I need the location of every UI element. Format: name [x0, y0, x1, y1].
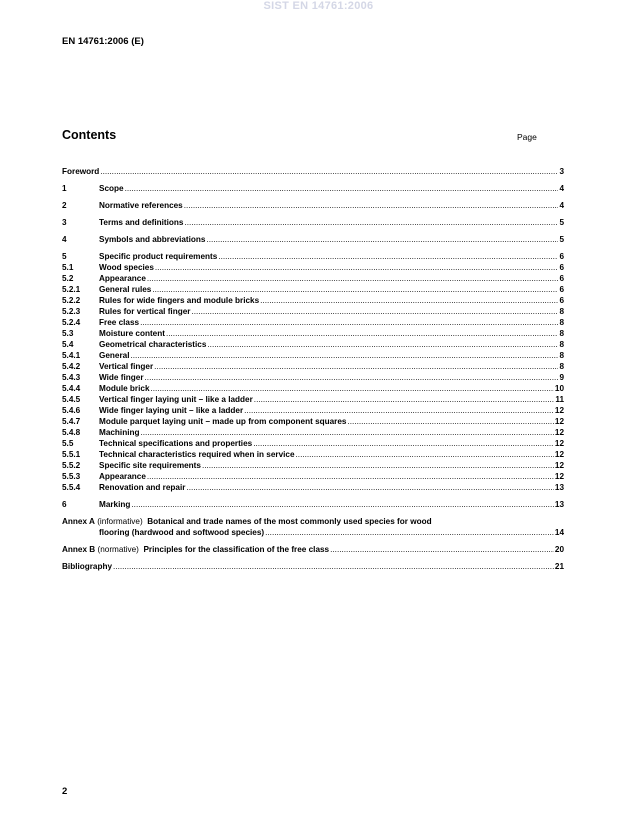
toc-entry[interactable] — [62, 339, 564, 350]
toc-entry-page: 8 — [559, 329, 564, 338]
toc-entry-page: 12 — [554, 450, 564, 459]
toc-annex-a[interactable] — [62, 516, 564, 538]
toc-entry-page: 12 — [554, 406, 564, 415]
toc-entry[interactable] — [62, 251, 564, 262]
contents-title: Contents — [62, 128, 117, 142]
dot-leader — [140, 317, 558, 328]
toc-entry-number: 6 — [62, 500, 67, 509]
toc-entry-number: 5.4.7 — [62, 417, 81, 426]
toc-entry-page: 5 — [559, 235, 564, 244]
toc-entry-page: 12 — [554, 417, 564, 426]
toc-entry-title: Module brick — [99, 384, 150, 393]
toc-entry-list — [62, 166, 564, 510]
annex-b-page: 20 — [554, 545, 564, 554]
dot-leader — [347, 416, 553, 427]
toc-entry-title: Module parquet laying unit – made up from component squares — [99, 417, 347, 426]
toc-entry-title: General rules — [99, 285, 152, 294]
dot-leader — [145, 372, 559, 383]
toc-entry-title: Normative references — [99, 201, 183, 210]
annex-b-qualifier: (normative) — [97, 545, 139, 554]
toc-entry-page: 3 — [559, 167, 564, 176]
toc-entry-title: Machining — [99, 428, 140, 437]
toc-entry-title: Vertical finger — [99, 362, 154, 371]
toc-entry[interactable] — [62, 471, 564, 482]
toc-entry-page: 12 — [554, 461, 564, 470]
toc-entry-title: Rules for vertical finger — [99, 307, 191, 316]
toc-entry[interactable] — [62, 438, 564, 449]
toc-entry-page: 8 — [559, 340, 564, 349]
watermark: SIST EN 14761:2006 — [263, 0, 374, 12]
bibliography-page: 21 — [554, 562, 564, 571]
toc-entry-title: Marking — [99, 500, 131, 509]
dot-leader — [147, 273, 559, 284]
toc-entry[interactable] — [62, 499, 564, 510]
dot-leader — [131, 350, 559, 361]
toc-entry-title: Technical specifications and properties — [99, 439, 253, 448]
toc-entry-number: 5.5.4 — [62, 483, 81, 492]
toc-entry-title: Foreword — [62, 167, 100, 176]
toc-bibliography[interactable] — [62, 561, 564, 572]
toc-entry-title: Wide finger laying unit – like a ladder — [99, 406, 244, 415]
toc-entry-number: 5.4.6 — [62, 406, 81, 415]
toc-entry[interactable] — [62, 383, 564, 394]
toc-entry-number: 5.2 — [62, 274, 74, 283]
toc-entry-number: 5.2.2 — [62, 296, 81, 305]
toc-entry[interactable] — [62, 394, 564, 405]
toc-entry-title: Renovation and repair — [99, 483, 186, 492]
toc-entry-page: 13 — [554, 500, 564, 509]
toc-entry-title: Appearance — [99, 472, 146, 481]
toc-annex-b[interactable] — [62, 544, 564, 555]
toc-entry-title: Specific product requirements — [99, 252, 218, 261]
dot-leader — [206, 234, 558, 245]
toc-entry-title: Technical characteristics required when in service — [99, 450, 295, 459]
dot-leader — [184, 200, 559, 211]
toc-entry[interactable] — [62, 166, 564, 177]
toc-entry-number: 5.2.3 — [62, 307, 81, 316]
toc-entry-page: 6 — [559, 285, 564, 294]
toc-entry-title: Terms and definitions — [99, 218, 184, 227]
toc-entry-page: 8 — [559, 307, 564, 316]
dot-leader — [184, 217, 558, 228]
toc-entry-page: 5 — [559, 218, 564, 227]
toc-entry-page: 11 — [555, 395, 564, 404]
table-of-contents — [62, 166, 564, 572]
toc-entry[interactable] — [62, 350, 564, 361]
dot-leader — [207, 339, 558, 350]
toc-entry[interactable] — [62, 460, 564, 471]
toc-entry-title: Specific site requirements — [99, 461, 201, 470]
toc-entry[interactable] — [62, 361, 564, 372]
toc-entry-number: 5.5 — [62, 439, 74, 448]
dot-leader — [260, 295, 558, 306]
toc-entry-title: Wide finger — [99, 373, 144, 382]
dot-leader — [131, 499, 553, 510]
toc-entry-page: 6 — [559, 263, 564, 272]
annex-a-title-line2: flooring (hardwood and softwood species) — [99, 528, 265, 537]
toc-entry-title: Scope — [99, 184, 124, 193]
toc-entry-title: Appearance — [99, 274, 146, 283]
dot-leader — [154, 361, 558, 372]
toc-entry-page: 4 — [559, 184, 564, 193]
toc-entry[interactable] — [62, 217, 564, 228]
toc-entry-page: 12 — [554, 472, 564, 481]
dot-leader — [140, 427, 553, 438]
toc-entry-page: 8 — [559, 362, 564, 371]
toc-entry-title: Wood species — [99, 263, 154, 272]
annex-a-qualifier: (informative) — [97, 517, 143, 526]
toc-entry-number: 5.4.2 — [62, 362, 81, 371]
toc-entry-number: 5.4.8 — [62, 428, 81, 437]
dot-leader — [100, 166, 558, 177]
toc-entry-number: 5.4.4 — [62, 384, 81, 393]
dot-leader — [125, 183, 559, 194]
toc-entry-page: 8 — [559, 351, 564, 360]
dot-leader — [202, 460, 554, 471]
toc-entry-number: 2 — [62, 201, 67, 210]
toc-entry-number: 5.2.4 — [62, 318, 81, 327]
toc-entry-number: 5.4.5 — [62, 395, 81, 404]
bibliography-title: Bibliography — [62, 562, 113, 571]
toc-entry[interactable] — [62, 234, 564, 245]
toc-entry[interactable] — [62, 183, 564, 194]
toc-entry-number: 5.4 — [62, 340, 74, 349]
dot-leader — [166, 328, 558, 339]
toc-entry-page: 13 — [554, 483, 564, 492]
toc-entry-page: 9 — [559, 373, 564, 382]
toc-entry-page: 8 — [559, 318, 564, 327]
dot-leader — [254, 394, 555, 405]
annex-a-label: Annex A — [62, 517, 95, 526]
toc-entry-title: Geometrical characteristics — [99, 340, 207, 349]
dot-leader — [253, 438, 554, 449]
document-id: EN 14761:2006 (E) — [62, 36, 144, 47]
toc-entry-number: 5.4.3 — [62, 373, 81, 382]
toc-entry-title: Rules for wide fingers and module bricks — [99, 296, 260, 305]
toc-entry[interactable] — [62, 295, 564, 306]
toc-entry-page: 6 — [559, 296, 564, 305]
toc-entry-page: 10 — [554, 384, 564, 393]
dot-leader — [191, 306, 558, 317]
dot-leader — [218, 251, 558, 262]
toc-entry-number: 5.5.1 — [62, 450, 81, 459]
dot-leader — [152, 284, 558, 295]
annex-b-title: Principles for the classification of the free class — [143, 545, 330, 554]
toc-entry-title: Vertical finger laying unit – like a ladder — [99, 395, 253, 404]
dot-leader — [155, 262, 559, 273]
toc-entry[interactable] — [62, 262, 564, 273]
toc-entry-number: 5.5.2 — [62, 461, 81, 470]
page-column-label: Page — [517, 132, 537, 142]
dot-leader — [147, 471, 554, 482]
toc-entry-title: Moisture content — [99, 329, 165, 338]
toc-entry-number: 5.5.3 — [62, 472, 81, 481]
toc-entry-page: 6 — [559, 252, 564, 261]
dot-leader — [151, 383, 554, 394]
toc-entry[interactable] — [62, 427, 564, 438]
toc-entry[interactable] — [62, 306, 564, 317]
toc-entry-number: 4 — [62, 235, 67, 244]
toc-entry[interactable] — [62, 482, 564, 493]
toc-entry[interactable] — [62, 284, 564, 295]
toc-entry-title: Symbols and abbreviations — [99, 235, 206, 244]
toc-entry[interactable] — [62, 405, 564, 416]
page-number: 2 — [62, 786, 68, 797]
toc-entry[interactable] — [62, 372, 564, 383]
toc-entry-page: 12 — [554, 428, 564, 437]
toc-entry-page: 6 — [559, 274, 564, 283]
toc-entry-page: 4 — [559, 201, 564, 210]
toc-entry[interactable] — [62, 273, 564, 284]
toc-entry-title: Free class — [99, 318, 140, 327]
annex-a-title-line1: Botanical and trade names of the most commonly used species for wood — [147, 517, 432, 526]
toc-entry-number: 5.4.1 — [62, 351, 81, 360]
toc-entry-number: 5.1 — [62, 263, 74, 272]
toc-entry[interactable] — [62, 328, 564, 339]
toc-entry[interactable] — [62, 317, 564, 328]
dot-leader — [244, 405, 554, 416]
toc-entry[interactable] — [62, 416, 564, 427]
toc-entry-number: 1 — [62, 184, 67, 193]
annex-b-label: Annex B — [62, 545, 96, 554]
dot-leader — [186, 482, 553, 493]
toc-entry[interactable] — [62, 200, 564, 211]
dot-leader — [296, 449, 554, 460]
toc-entry-number: 5 — [62, 252, 67, 261]
toc-entry-number: 5.3 — [62, 329, 74, 338]
toc-entry[interactable] — [62, 449, 564, 460]
toc-entry-title: General — [99, 351, 130, 360]
annex-a-page: 14 — [554, 528, 564, 537]
toc-entry-number: 5.2.1 — [62, 285, 81, 294]
toc-entry-page: 12 — [554, 439, 564, 448]
toc-entry-number: 3 — [62, 218, 67, 227]
